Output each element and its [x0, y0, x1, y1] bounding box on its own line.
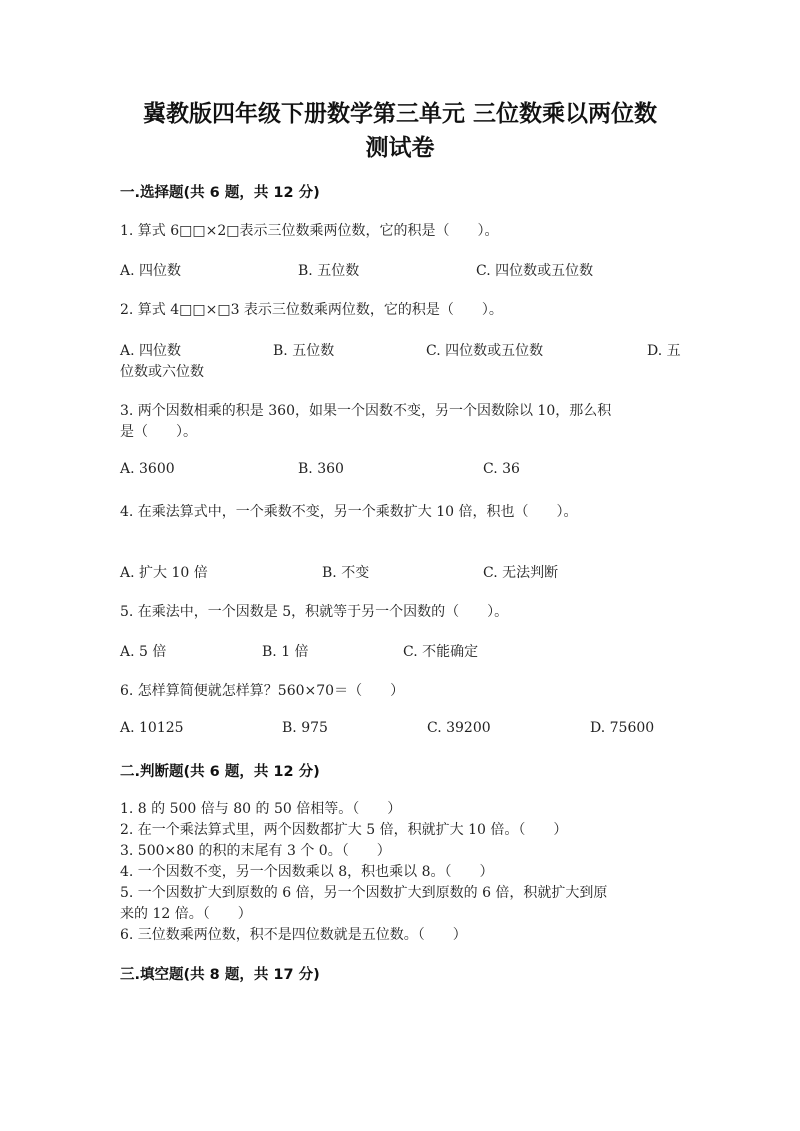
section-heading-judge: 二.判断题(共 6 题，共 12 分) — [120, 764, 320, 780]
option-4a: A. 扩大 10 倍 — [120, 565, 208, 581]
option-1a: A. 四位数 — [120, 263, 182, 279]
question-6: 6. 怎样算简便就怎样算？560×70＝（ ） — [120, 683, 405, 699]
judge-item-5-line-1: 5. 一个因数扩大到原数的 6 倍，另一个因数扩大到原数的 6 倍，积就扩大到原 — [120, 885, 608, 901]
option-3a: A. 3600 — [120, 461, 175, 477]
option-3c: C. 36 — [483, 461, 520, 477]
option-2d: D. 五 — [647, 343, 681, 359]
page-title-line-2: 测试卷 — [365, 135, 435, 161]
section-heading-choice: 一.选择题(共 6 题，共 12 分) — [120, 185, 320, 201]
option-4c: C. 无法判断 — [483, 565, 559, 581]
option-5a: A. 5 倍 — [120, 644, 167, 660]
option-5c: C. 不能确定 — [403, 644, 479, 660]
judge-item-2: 2. 在一个乘法算式里，两个因数都扩大 5 倍，积就扩大 10 倍。（ ） — [120, 822, 568, 838]
option-2c: C. 四位数或五位数 — [426, 343, 544, 359]
option-1b: B. 五位数 — [298, 263, 360, 279]
question-3-line-1: 3. 两个因数相乘的积是 360，如果一个因数不变，另一个因数除以 10，那么积 — [120, 403, 612, 419]
question-1: 1. 算式 6□□×2□表示三位数乘两位数，它的积是（ ）。 — [120, 223, 499, 239]
judge-item-6: 6. 三位数乘两位数，积不是四位数就是五位数。（ ） — [120, 927, 467, 943]
option-2b: B. 五位数 — [273, 343, 335, 359]
question-5: 5. 在乘法中，一个因数是 5，积就等于另一个因数的（ ）。 — [120, 604, 509, 620]
section-heading-fill: 三.填空题(共 8 题，共 17 分) — [120, 967, 320, 983]
option-6b: B. 975 — [282, 720, 328, 736]
question-3-line-2: 是（ ）。 — [120, 424, 197, 440]
option-2a: A. 四位数 — [120, 343, 182, 359]
judge-item-1: 1. 8 的 500 倍与 80 的 50 倍相等。（ ） — [120, 801, 402, 817]
judge-item-4: 4. 一个因数不变，另一个因数乘以 8，积也乘以 8。（ ） — [120, 864, 494, 880]
option-1c: C. 四位数或五位数 — [476, 263, 594, 279]
judge-item-3: 3. 500×80 的积的末尾有 3 个 0。（ ） — [120, 843, 391, 859]
page-title-line-1: 冀教版四年级下册数学第三单元 三位数乘以两位数 — [142, 101, 657, 127]
option-6d: D. 75600 — [590, 720, 655, 736]
option-5b: B. 1 倍 — [262, 644, 309, 660]
question-2: 2. 算式 4□□×□3 表示三位数乘两位数，它的积是（ ）。 — [120, 302, 503, 318]
judge-item-5-line-2: 来的 12 倍。（ ） — [120, 906, 252, 922]
option-3b: B. 360 — [298, 461, 344, 477]
option-2d-continued: 位数或六位数 — [120, 364, 204, 380]
option-6a: A. 10125 — [120, 720, 184, 736]
option-6c: C. 39200 — [427, 720, 491, 736]
option-4b: B. 不变 — [322, 565, 370, 581]
question-4: 4. 在乘法算式中，一个乘数不变，另一个乘数扩大 10 倍，积也（ ）。 — [120, 504, 578, 520]
